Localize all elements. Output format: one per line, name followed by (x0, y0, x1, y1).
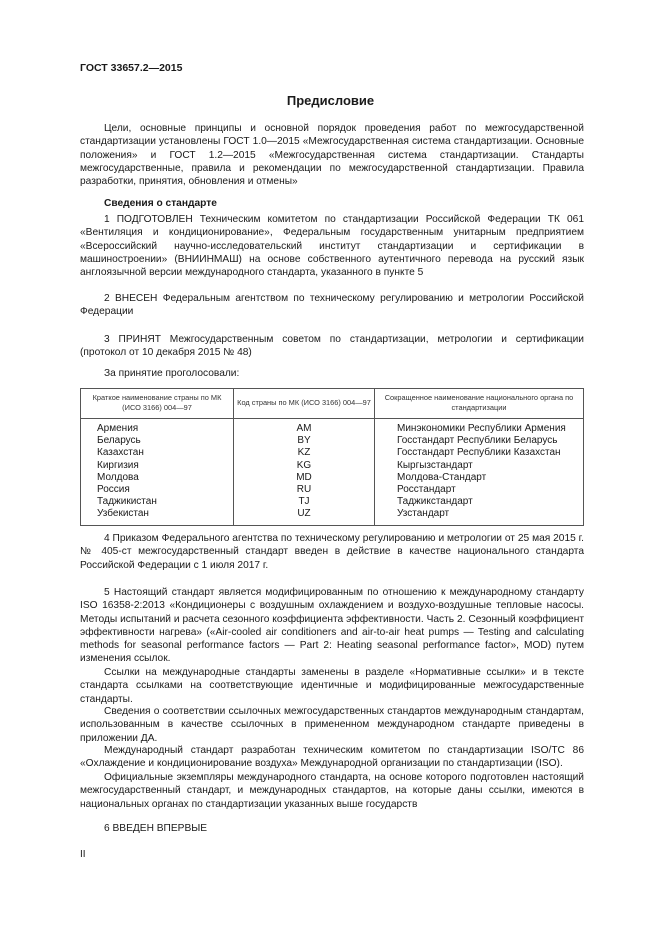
body-cell: Минэкономики Республики Армения (375, 419, 584, 436)
table-row (81, 419, 584, 436)
country-cell: Россия (81, 484, 234, 496)
item-6-paragraph: 6 ВВЕДЕН ВПЕРВЫЕ (104, 823, 208, 834)
table-row (81, 496, 584, 508)
header-code: Код страны по МК (ИСО 3166) 004—97 (234, 389, 375, 419)
table-row (81, 435, 584, 447)
country-cell: Молдова (81, 472, 234, 484)
body-cell: Госстандарт Республики Казахстан (375, 447, 584, 459)
table-row (81, 484, 584, 496)
body-cell: Узстандарт (375, 508, 584, 525)
body-cell: Росстандарт (375, 484, 584, 496)
voted-caption: За принятие проголосовали: (104, 368, 240, 379)
page-title: Предисловие (286, 93, 375, 108)
table-header-row (81, 389, 584, 419)
body-cell: Таджикстандарт (375, 496, 584, 508)
voting-table (80, 388, 584, 526)
country-cell: Беларусь (81, 435, 234, 447)
header-body: Сокращенное наименование национального органа по стандартизации (375, 389, 584, 419)
code-cell: KZ (234, 447, 375, 459)
code-cell: RU (234, 484, 375, 496)
item-2-paragraph: 2 ВНЕСЕН Федеральным агентством по техническому регулированию и метрологии Российской Федерации (80, 293, 584, 318)
code-cell: BY (234, 435, 375, 447)
page-number: II (80, 849, 86, 860)
item-5-references-paragraph: Ссылки на международные стандарты заменены в разделе «Нормативные ссылки» и в тексте стандарта ссылками на соответствующие идентичные и модифицированные межгосударственные стандарты. (80, 667, 584, 705)
table-row (81, 447, 584, 459)
table-row (81, 472, 584, 484)
intro-paragraph: Цели, основные принципы и основной порядок проведения работ по межгосударственной стандартизации установлены ГОСТ 1.0—2015 «Межгосударственная система стандартизации. Основные положения» и ГОСТ 1.2—2015 «Межгосударственная система стандартизации. Стандарты межгосударственные, правила и рекомендации по межгосударственной стандартизации. Правила разработки, принятия, обновления и отмены» (80, 123, 584, 188)
item-5-copies-paragraph: Официальные экземпляры международного стандарта, на основе которого подготовлен настоящий межгосударственный стандарт, и международных стандартов, на которые даны ссылки, имеются в национальных органах по стандартизации указанных выше государств (80, 772, 584, 810)
header-country: Краткое наименование страны по МК (ИСО 3166) 004—97 (81, 389, 234, 419)
country-cell: Казахстан (81, 447, 234, 459)
standard-header: ГОСТ 33657.2—2015 (80, 62, 183, 74)
item-5-paragraph: 5 Настоящий стандарт является модифицированным по отношению к международному стандарту ISO 16358-2:2013 «Кондиционеры с воздушным охлаждением и воздухо-воздушные тепловые насосы. Методы испытаний и расчета сезонного коэффициента эффективности. Часть 2. Сезонный коэффициент эффективности нагрева» («Air-cooled air conditioners and air-to-air heat pumps — Testing and calculating methods for seasonal performance factors — Part 2: Heating seasonal performance factor», MOD) путем изменения ссылок. (80, 587, 584, 665)
body-cell: Молдова-Стандарт (375, 472, 584, 484)
table-row (81, 508, 584, 525)
item-1-paragraph: 1 ПОДГОТОВЛЕН Техническим комитетом по стандартизации Российской Федерации ТК 061 «Вентиляция и кондиционирование», Федеральным государственным унитарным предприятием «Всероссийский научно-исследовательский институт стандартизации и сертификации в машиностроении» (ВНИИНМАШ) на основе собственного аутентичного перевода на русский язык англоязычной версии международного стандарта, указанного в пункте 5 (80, 214, 584, 279)
country-cell: Киргизия (81, 460, 234, 472)
body-cell: Госстандарт Республики Беларусь (375, 435, 584, 447)
country-cell: Таджикистан (81, 496, 234, 508)
body-cell: Кыргызстандарт (375, 460, 584, 472)
item-5-committee-paragraph: Международный стандарт разработан техническим комитетом по стандартизации ISO/TC 86 «Охлаждение и кондиционирование воздуха» Международной организации по стандартизации (ISO). (80, 745, 584, 770)
country-cell: Армения (81, 419, 234, 436)
code-cell: UZ (234, 508, 375, 525)
section-subheading: Сведения о стандарте (104, 198, 217, 209)
code-cell: MD (234, 472, 375, 484)
code-cell: KG (234, 460, 375, 472)
code-cell: AM (234, 419, 375, 436)
table-row (81, 460, 584, 472)
country-cell: Узбекистан (81, 508, 234, 525)
code-cell: TJ (234, 496, 375, 508)
item-5-annex-paragraph: Сведения о соответствии ссылочных межгосударственных стандартов международным стандартам, использованным в качестве ссылочных в примененном международном стандарте приведены в приложении ДА. (80, 706, 584, 744)
item-3-paragraph: 3 ПРИНЯТ Межгосударственным советом по стандартизации, метрологии и сертификации (протокол от 10 декабря 2015 № 48) (80, 334, 584, 359)
item-4-paragraph: 4 Приказом Федерального агентства по техническому регулированию и метрологии от 25 мая 2015 г. № 405-ст межгосударственный стандарт введен в действие в качестве национального стандарта Российской Федерации с 1 июля 2017 г. (80, 533, 584, 571)
